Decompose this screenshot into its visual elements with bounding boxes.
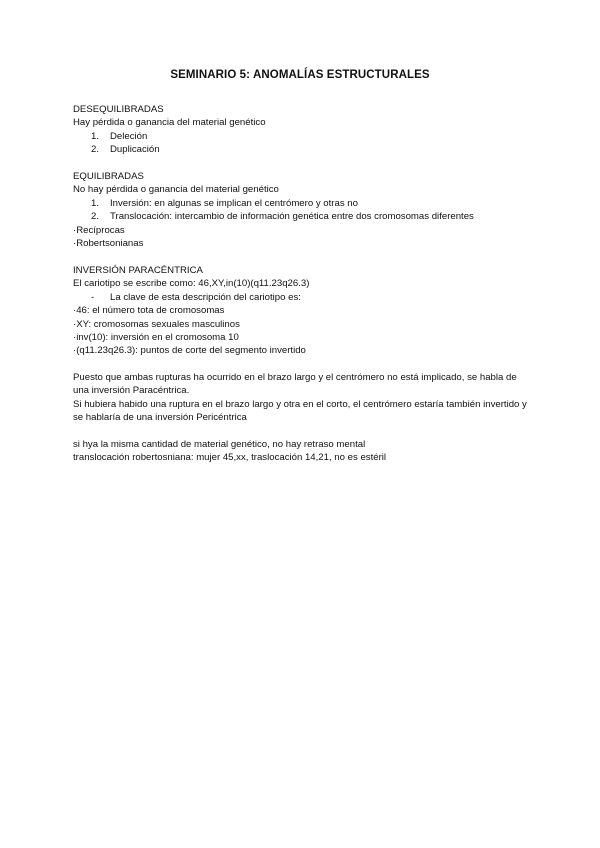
section-desequilibradas [73, 103, 533, 157]
dash-list-item [73, 291, 533, 304]
key-line: ·(q11.23q26.3): puntos de corte del segmento invertido [73, 345, 306, 357]
notes [73, 438, 533, 465]
paragraph: Puesto que ambas rupturas ha ocurrido en el brazo largo y el centrómero no está implicado, se habla de una inversión Paracéntrica. [73, 372, 517, 397]
list-number: 2. [91, 144, 100, 156]
section-heading: DESEQUILIBRADAS [73, 104, 164, 115]
dash-bullet: - [91, 291, 95, 303]
list-number: 1. [91, 197, 100, 209]
key-line: ·inv(10): inversión en el cromosoma 10 [73, 332, 239, 344]
page-title: SEMINARIO 5: ANOMALÍAS ESTRUCTURALES [170, 69, 430, 81]
sub-item: ·Robertsonianas [73, 238, 144, 250]
paragraph: Si hubiera habido una ruptura en el brazo largo y otra en el corto, el centrómero estaría también invertido y se hablaría de una inversión Pericéntrica [73, 398, 527, 424]
explanation-paragraphs [73, 371, 529, 425]
section-intro: Hay pérdida o ganancia del material genético [73, 117, 266, 129]
list-text: Deleción [110, 130, 148, 142]
section-intro: El cariotipo se escribe como: 46,XY,in(10)(q11.23q26.3) [73, 278, 310, 290]
note-line: si hya la misma cantidad de material genético, no hay retraso mental [73, 439, 366, 450]
key-line: ·XY: cromosomas sexuales masculinos [73, 318, 240, 330]
list-item [73, 130, 533, 143]
list-text: Inversión: en algunas se implican el centrómero y otras no [110, 197, 358, 209]
sub-item: ·Recíprocas [73, 224, 125, 236]
section-heading: EQUILIBRADAS [73, 171, 144, 182]
section-intro: No hay pérdida o ganancia del material genético [73, 184, 279, 196]
list-item [73, 210, 533, 223]
list-item [73, 143, 533, 156]
key-line: ·46: el número tota de cromosomas [73, 305, 225, 317]
dash-text: La clave de esta descripción del cariotipo es: [110, 291, 301, 303]
list-text: Translocación: intercambio de información genética entre dos cromosomas diferentes [110, 211, 474, 223]
section-heading: INVERSIÓN PARACÉNTRICA [73, 265, 203, 276]
note-line: translocación robertosniana: mujer 45,xx, traslocación 14,21, no es estéril [73, 452, 387, 464]
list-text: Duplicación [110, 144, 160, 156]
list-number: 1. [91, 130, 100, 142]
list-item [73, 197, 533, 210]
section-equilibradas [73, 170, 533, 250]
section-inversion-paracentrica [73, 264, 533, 358]
list-number: 2. [91, 211, 100, 223]
